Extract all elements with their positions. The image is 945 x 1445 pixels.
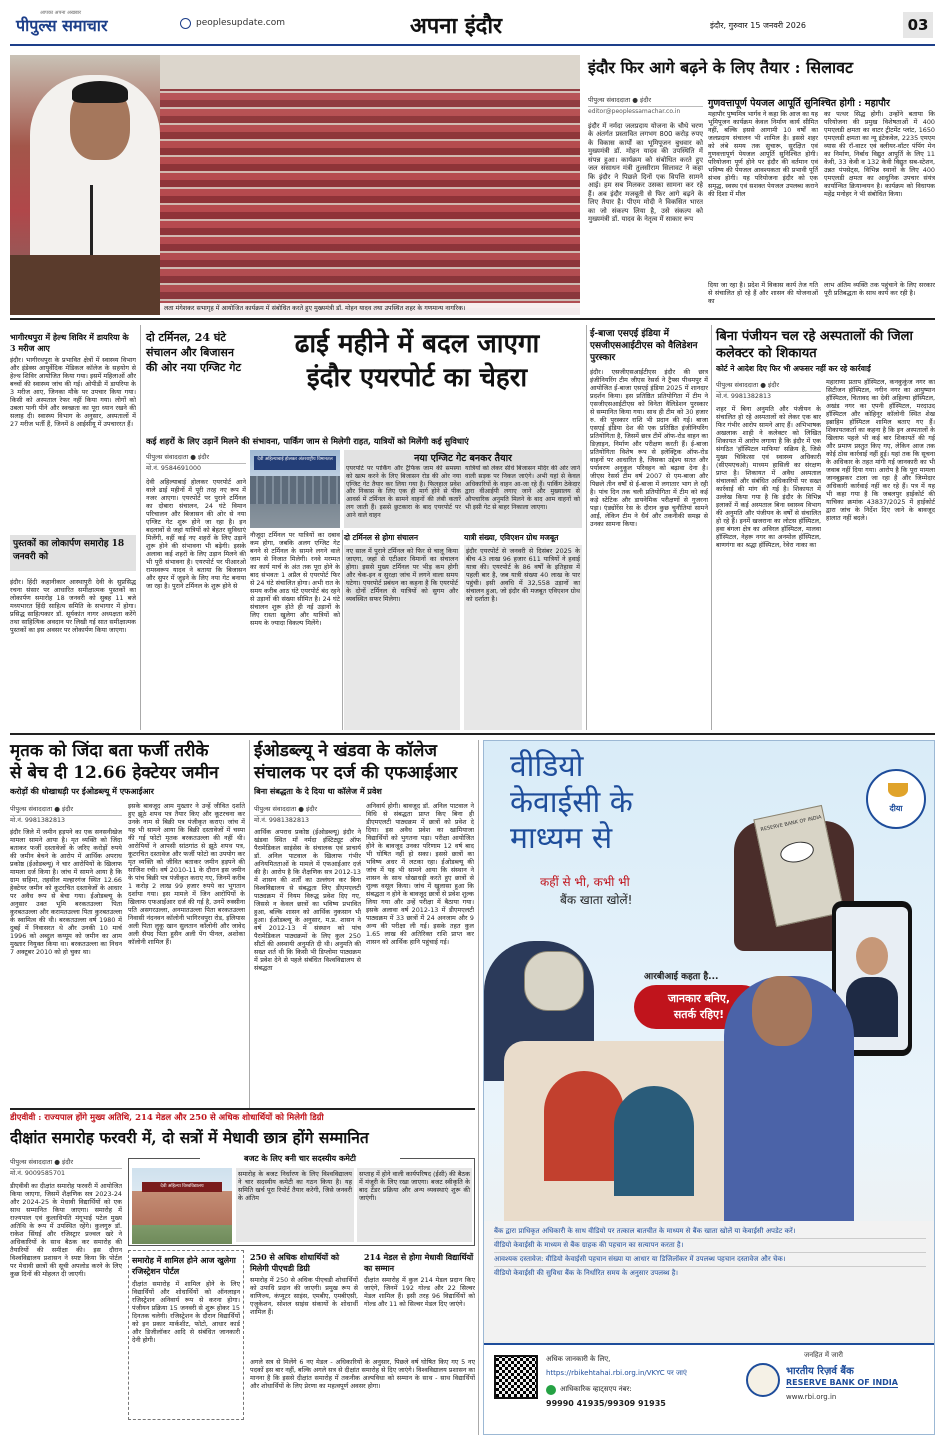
speaker-hair <box>72 81 128 103</box>
sms-label: आधिकारिक व्हाट्सएप नंबर: <box>560 1385 632 1393</box>
davv-registration-text: दीक्षांत समारोह में शामिल होने के लिए विद्यार्थियों और शोधार्थियों को ऑनलाइन रजिस्ट्रेशन अनिवार्य रूप से करना होगा। पंजीयन प्रक्रिया 15 जनवरी से शुरू होकर 15 दिनतक चलेगी। रजिस्ट्रेशन के दौरान विद्यार्थियों को इन प्रकार मार्कशीट, फोटो, आधार कार्ड और डिजीलॉकर आदि से संबंधित जानकारी देनी होगी। <box>132 1280 240 1344</box>
hospitals-headline: बिना पंजीयन चल रहे अस्पतालों की जिला कलेक्टर को शिकायत <box>716 329 913 361</box>
davv-medal-title: 214 मेडल से होगा मेधावी विद्यार्थियों का सम्मान <box>364 1252 474 1273</box>
land-byline: पीपुल्स संवाददाता ● इंदौर <box>10 802 122 816</box>
land-text-2: इसके बावजूद आम मुख्तार ने उन्हें जीवित दर्शाते हुए झूठे शपथ पत्र तैयार किए और कूटरचना कर उनके नाम से बिक्री पत्र पंजीकृत कराए। जांच में यह भी सामने आया कि बिक्री दस्तावेजों में चस्पा की गई फोटो मृतक बरकतउल्ला की नहीं थी। आरोपियों ने आपसी सांठगांठ से झूठे शपथ पत्र, कूटरचित दस्तावेज और फर्जी फोटो का उपयोग कर मृत व्यक्ति को जीवित बताकर जमीन हड़पने की साजिश रची। वर्ष 2010-11 के दौरान इस जमीन के पांच बिक्री पत्र पंजीकृत कराए गए, जिनमें करीब 1 करोड़ 2 लाख 99 हजार रुपये का भुगतान दर्शाया गया। इस मामले में जिन आरोपियों के खिलाफ एफआईआर दर्ज की गई है, उनमें रुक्सीना पति असगरउल्ला, अनमातउल्ला पिता बरकतउल्ला निवासी नंदनवन कॉलोनी भागिरथपुरा रोड, इलियास अली पिता लुकू खान सुलतान कॉलोनी और जावेद अली सैयद पिता हुसैन अली पेंग पीनल, अशोका कॉलोनी शामिल हैं। <box>128 802 245 946</box>
hospitals-byline: पीपुल्स संवाददाता ● इंदौर <box>716 378 821 392</box>
ebaja-headline: ई-बाजा एसएई इंडिया में एसजीएसआईटीएस को वैलिडेशन पुरस्कार <box>590 329 698 363</box>
airport-text-2: नौजूदा टर्मिनल पर यात्रियों का दबाव कम होगा, जबकि अलग एग्जिट गेट बनने से टर्मिनल के सामने लगने वाले जाम से निजात मिलेगी। रनवे मरम्मत का कार्य मार्च के अंत तक पूरा होने के बाद संभवतः 1 अप्रैल से एयरपोर्ट फिर से 24 घंटे संचालित होगा। अभी रात के समय करीब आठ घंटे एयरपोर्ट बंद रहने से उड़ानों की संख्या सीमित है। 24 घंटे संचालन शुरू होते ही नई उड़ानों के लिए रास्ता खुलेगा और यात्रियों को समय के ज्यादा विकल्प मिलेंगे। <box>250 531 340 627</box>
lead-text-3: दिया जा रहा है। प्रदेश में विकास कार्य तेज गति से संचालित हो रहे हैं और शासन की योजनाओं का <box>708 281 818 305</box>
ad-headline-2: केवाईसी के <box>510 785 633 820</box>
college-byline: पीपुल्स संवाददाता ● इंदौर <box>254 802 361 816</box>
lead-text-5: लाभ अंतिम व्यक्ति तक पहुंचाने के लिए सरकार पूरी प्रतिबद्धता के साथ कार्य कर रही है। <box>824 281 935 297</box>
davv-phd-text: समारोह में 250 से अधिक पीएचडी शोधार्थियों को उपाधि प्रदान की जाएगी। प्रमुख रूप से वाणिज्य, कंप्यूटर साइंस, एमबीए, एमबीएसी, एजुकेशन, सोशल साइंस संकायों के शोधार्थी शामिल हैं। <box>250 1276 358 1316</box>
davv-registration-title: समारोह में शामिल होने आज खुलेगा रजिस्ट्रेशन पोर्टल <box>132 1255 236 1276</box>
issuer-hindi: भारतीय रिज़र्व बैंक <box>786 1366 854 1377</box>
terminal-building <box>250 476 340 504</box>
hospitals-mobile: मो.नं. 9981382813 <box>716 393 771 400</box>
airport-photo <box>250 450 340 528</box>
airport-byline: पीपुल्स संवाददाता ● इंदौर <box>146 450 246 464</box>
hall-ceiling <box>160 55 580 89</box>
divider <box>140 325 141 730</box>
young-man-head <box>752 976 812 1046</box>
ad-point: वीडियो केवाईसी के माध्यम से बैंक ग्राहक की पहचान का सत्यापन करता है। <box>494 1239 926 1253</box>
davv-budget-title: बजट के लिए बनी चार सदस्यीय कमेटी <box>200 1153 400 1164</box>
lead-photo <box>10 55 580 315</box>
divider <box>711 325 712 730</box>
land-text-1: इंदौर जिले में जमीन हड़पने का एक सनसनीखेज मामला सामने आया है। मृत व्यक्ति को जिंदा बताकर फर्जी दस्तावेजों के जरिए करोड़ों रुपये की जमीन बेचने के आरोप में आर्थिक अपराध प्रकोष्ठ (ईओडब्ल्यू) ने चार आरोपियों के खिलाफ मामला दर्ज किया है। जांच में सामने आया है कि ग्राम सहिमा, तहसील मल्हारगंज स्थित 12.66 हेक्टेयर जमीन को कूटरचित दस्तावेजों के आधार पर अवैध रूप से बेचा गया। ईओडब्ल्यू के अनुसार उक्त भूमि बरकतउल्ला पिता कुरबतउल्ला और करामतउल्ला पिता कुरबतउल्ला के स्वामित्व की थी। बरकतउल्ला वर्ष 1980 में दुबई में निवासरत थे और उनकी 10 मार्च 1996 को अब्दुल कय्यूम को जमीन का आम मुख्तार नियुक्त किया था। बरकतउल्ला का निधन 7 अक्टूबर 2010 को हो चुका था। <box>10 828 122 956</box>
note-rolled <box>524 951 584 1011</box>
mother <box>544 1071 624 1181</box>
college-deck: बिना संबद्धता के दे दिया था कॉलेज में प्रवेश <box>254 786 382 796</box>
lead-text-1: इंदौर में नर्मदा जलप्रदाय योजना के चौथे चरण के अंतर्गत प्रस्तावित लगभग 800 करोड़ रुपए के विकास कार्यों का भूमिपूजन बुधवार को मुख्यमंत्री डॉ. मोहन यादव की उपस्थिति में संपन्न हुआ। कार्यक्रम को संबोधित करते हुए जल संसाधन मंत्री तुलसीराम सिलावट ने कहा कि इंदौर ने पिछले दिनों एक विपत्ति सामने आई। हम सब मिलकर उसका सामना कर रहे हैं। अब इंदौर मजबूती से फिर आगे बढ़ने के लिए तैयार है। पीएम मोदी ने विकसित भारत का जो संकल्प लिया है, उसे संकल्प को मुख्यमंत्री डॉ. यादव के नेतृत्व में साकार रूप <box>588 122 703 224</box>
lead-byline: पीपुल्स संवाददाता ● इंदौर <box>588 93 703 107</box>
rbi-advertisement <box>483 740 935 1435</box>
airport-sub-1: दो टर्मिनल से होगा संचालन <box>344 533 419 542</box>
ad-headline-1: वीडियो <box>510 749 584 784</box>
alert-line-2: सतर्क रहिए! <box>673 1008 725 1021</box>
davv-headline: दीक्षांत समारोह फरवरी में, दो सत्रों में मेधावी छात्र होंगे सम्मानित <box>10 1128 369 1147</box>
badge-label: दीया <box>889 804 903 813</box>
diya-badge <box>866 769 926 829</box>
airport-kicker: दो टर्मिनल, 24 घंटे संचालन और बिजासन की ओर नया एग्जिट गेट <box>146 331 242 374</box>
agent-body <box>846 977 898 1037</box>
books-text: इंदौर। हिंदी कहानीकार आस्थापुरी देवी के सुप्रसिद्ध रचना संसार पर आधारित समीक्षात्मक पुस्तकों का लोकार्पण समारोह 18 जनवरी को सुबह 11 बजे मध्यभारत हिंदी साहित्य समिति के सभागार में होगा। प्रसिद्ध साहित्यकार डॉ. सूर्यकांत नागर अध्यक्षता करेंगे तथा साहित्यिक अवदान पर लिखी गई सात समीक्षात्मक पुस्तकों का इस अवसर पर लोकार्पण किया जाएगा। <box>10 578 136 634</box>
sms-number: 99990 41935/99309 91935 <box>546 1399 666 1408</box>
davv-phd-title: 250 से अधिक शोधार्थियों को मिलेगी पीएचडी डिग्री <box>250 1252 340 1273</box>
lead-email: editor@peoplessamachar.co.in <box>588 108 681 115</box>
airport-box-text-2: यात्रियों को लेकर सीधे बिजासन मंदिर की ओर जाने वाली सड़क पर निकल जाएंगे। अभी यहां से केवल अधिकारियों के वाहन आ-जा रहे हैं। पार्किंग ठेकेदार द्वारा वीआईपी लगाए जाने और मुख्यालय से औपचारिक अनुमति मिलने के बाद आम वाहनों को भी इसी गेट से बाहर निकाला जाएगा। <box>465 465 580 511</box>
lead-headline: इंदौर फिर आगे बढ़ने के लिए तैयार : सिलावट <box>588 58 854 77</box>
divider <box>478 740 479 1435</box>
audience-rows <box>160 85 580 315</box>
ad-point: बैंक द्वारा प्राधिकृत अधिकारी के साथ वीडियो पर तत्काल बातचीत के माध्यम से बैंक खाता खोलें या केवाईसी अपडेट करें। <box>494 1225 926 1239</box>
ad-point: आवश्यक दस्तावेज: वीडियो केवाईसी पहचान संख्या या आधार या डिजिलॉकर में उपलब्ध पहचान दस्तावेज और चेक। <box>494 1253 926 1267</box>
divider <box>10 318 935 320</box>
ad-point: वीडियो केवाईसी की सुविधा बैंक के निर्धारित समय के अनुसार उपलब्ध है। <box>494 1269 679 1277</box>
airport-sign: देवी अहिल्याबाई होलकर अंतरराष्ट्रीय विमानतल <box>254 456 336 470</box>
college-headline-1: ईओडब्ल्यू ने खंडवा के कॉलेज <box>254 741 437 761</box>
davv-byline: पीपुल्स संवाददाता ● इंदौर <box>10 1155 122 1169</box>
lead-text-4: का पत्थर सिद्ध होगी। उन्होंने बताया कि परियोजना की प्रमुख विशेषताओं में 400 एमएलडी क्षमता का वाटर ट्रीटमेंट प्लांट, 1650 एमएलडी क्षमता का न्यू इंटेकवेल, 2235 एमएम व्यास की रॉ-वाटर एवं क्लीयर-वॉटर पंपिंग मेन का निर्माण, निर्बाध विद्युत आपूर्ति के लिए 11 केवी, 33 केवी व 132 केवी विद्युत सब-स्टेशन, उन्नत पंपसेट्स, विभिन्न स्थानों के लिए 400 एमएलडी क्षमता का आधुनिक उपचार संयंत्र कार्यान्वित क्रियान्वयन है। कार्यक्रम को विधायक महेंद्र मनोहर ने भी संबोधित किया। <box>824 110 935 198</box>
note-face <box>778 839 815 866</box>
brand-logo: पीपुल्स समाचार <box>16 16 108 35</box>
college-headline-2: संचालक पर दर्ज की एफआईआर <box>254 763 458 783</box>
section-title: अपना इंदौर <box>410 13 503 39</box>
hospitals-text-1: शहर में बिना अनुमति और पंजीयन के संचालित हो रहे अस्पतालों को लेकर एक बार फिर गंभीर आरोप सामने आए हैं। अभिभाषक अखलाक शाही ने कलेक्टर को लिखित शिकायत में आरोप लगाया है कि इंदौर में एक संगठित 'हॉस्पिटल माफिया' सक्रिय है, जिसे मुख्य चिकित्सा एवं स्वास्थ्य अधिकारी (सीएमएचओ) माध्यम हासिली का संरक्षण प्राप्त है। शिकायत में अवैध अस्पताल संचालकों और संबंधित अधिकारियों पर सख्त कार्रवाई की मांग की गई है। शिकायत में उल्लेख किया गया है कि इंदौर के विभिन्न इलाकों में कई अस्पताल बिना स्वास्थ्य विभाग की अनुमति और पंजीयन के वर्षों से संचालित हो रहे हैं। इनमें खजराना का लोटस हॉस्पिटल, हवा बंगला क्षेत्र का अविरल हॉस्पिटल, मालवा हॉस्पिटल, नेहरू नगर का अनमोल हॉस्पिटल, बाणगंगा का श्रद्धा हॉस्पिटल, रेवेरा नाका का <box>716 405 821 549</box>
davv-kicker: डीएवीवी : राज्यपाल होंगे मुख्य अतिथि, 214 मेडल और 250 से अधिक शोधार्थियों को मिलेगी डिग्री <box>10 1113 324 1123</box>
davv-budget-text-1: समारोह के बजट निर्धारण के लिए विश्वविद्यालय ने चार सदस्यीय कमेटी का गठन किया है। यह समिति खर्च पूरा रिपोर्ट तैयार करेगी, जिसे जनवरी के अंतिम <box>236 1168 354 1242</box>
ad-headline-3: माध्यम से <box>510 821 613 856</box>
issuer-url[interactable]: www.rbi.org.in <box>786 1393 837 1401</box>
hospitals-text-2: महाराणा प्रताप हॉस्पिटल, कनकुकुंज नगर का सिटीजन हॉस्पिटल, नगीन नगर का आयुष्मान हॉस्पिटल, चितावद का देवी अहिल्या हॉस्पिटल, अखंड नगर का एपनी हॉस्पिटल, मरदाउद हॉस्पिटल और कोहिनूर कॉलोनी स्थित शेख इब्राहिम हॉस्पिटल शामिल बताए गए हैं। शिकायतकर्ता का कहना है कि इन अस्पतालों के खिलाफ पहले भी कई बार शिकायतें की गई और प्रमाण प्रस्तुत किए गए, लेकिन आज तक कोई ठोस कार्रवाई नहीं हुई। यहां तक कि सूचना के अधिकार के तहत मांगी गई जानकारी का भी जवाब नहीं दिया गया। आरोप है कि पूरा मामला जानबूझकर टाला जा रहा है और जिम्मेदार अधिकारी कार्रवाई नहीं कर रहे हैं। पत्र में यह भी कहा गया है कि जबलपुर हाईकोर्ट की याचिका क्रमांक 43837/2025 में हाईकोर्ट द्वारा जांच के निर्देश दिए जाने के बावजूद हालात नहीं बदले। <box>826 378 935 522</box>
ad-tagline-1: कहीं से भी, कभी भी <box>540 875 630 889</box>
qr-code <box>494 1355 538 1399</box>
ebaja-text: इंदौर। एसजीएसआईटीएस इंदौर की छात्र इंजीनियरिंग टीम जीएस रेसर्स ने ट्रैफ्स पीथमपुर में आयोजित ई-बाजा एसएई इंडिया 2025 में शानदार प्रदर्शन किया। इस प्रतिष्ठित प्रतियोगिता में टीम ने एसजीएसआईटीएस को विनेता वैलिडेशन पुरस्कार से सम्मानित किया गया। साथ ही टीम को 30 हजार रु. की पुरस्कार राशि भी प्रदान की गई। बाजा एसएई इंडिया देश की एक प्रतिष्ठित इंजीनियरिंग प्रतियोगिता है, जिसमें छात्र टीमें ऑफ-रोड वाहन का डिज़ाइन, निर्माण और परीक्षण करती हैं। ई-बाजा प्रतियोगिता विशेष रूप से इलेक्ट्रिक ऑफ-रोड वाहनों पर आधारित है, जिसका उद्देश्य सतत और पर्यावरण अनुकूल परिवहन को बढ़ावा देना है। जीएस रेसर्स टीम वर्ष 2007 से एम-बाजा और पिछले तीन वर्षों से ई-बाजा में लगातार भाग ले रही है। पांच दिन तक चली प्रतियोगिता में टीम को कई कड़े स्टेटिक और डायनेमिक परीक्षणों से गुजरना पड़ा। एंड्योरेंस रेस के दौरान कुछ चुनौतियां सामने आईं, लेकिन टीम ने धैर्य और तकनीकी समझ से उनका सामना किया। <box>590 368 708 528</box>
lamp-icon <box>888 783 908 797</box>
ad-footer <box>484 1343 935 1435</box>
airport-deck: कई शहरों के लिए उड़ानें मिलने की संभावना, पार्किंग जाम से मिलेगी राहत, यात्रियों को मिलेंगी कई सुविधाएं <box>146 436 469 446</box>
land-headline-2: से बेच दी 12.66 हेक्टेयर जमीन <box>10 763 219 783</box>
lead-text-2: महापौर पुष्यमित्र भार्गव ने कहा कि आज का यह भूमिपूजन कार्यक्रम केवल निर्माण कार्य सीमित नहीं, बल्कि इससे आगामी 10 वर्षों का जलप्रदाय संचालन भी शामिल है। इससे शहर को लंबे समय तक सुचारू, सुरक्षित एवं गुणवत्तापूर्ण पेयजल आपूर्ति सुनिश्चित होगी। परियोजना पूर्ण होने पर इंदौर की वर्तमान एवं भविष्य की पेयजल आवश्यकता की प्रभावी पूर्ति संभव होगी। यह परियोजना इंदौर को एक समृद्ध, स्वस्थ एवं सशक्त पेयजल उपलब्ध कराने की दिशा में मील <box>708 110 818 198</box>
davv-medal-text: दीक्षांत समारोह में कुल 214 मेडल प्रदान किए जाएंगे, जिनमें 192 गोल्ड और 22 सिल्वर मेडल शामिल हैं। इसी तरह 96 विद्यार्थियों को गोल्ड और 11 को सिल्वर मेडल दिए जाएंगे। <box>364 1276 475 1308</box>
agent-face <box>856 937 888 975</box>
airport-headline-1: ढाई महीने में बदल जाएगा <box>294 329 540 359</box>
hospitals-deck: कोर्ट ने आदेश दिए फिर भी अफसर नहीं कर रहे कार्रवाई <box>716 364 871 373</box>
airport-sub-2-text: इंदौर एयरपोर्ट से जनवरी से दिसंबर 2025 के बीच 43 लाख 96 हजार 611 यात्रियों ने हवाई यात्रा की। एयरपोर्ट के 86 वर्षों के इतिहास में पहली बार है, जब यात्री संख्या 40 लाख के पार पहुंची। इसी अवधि में 32,558 उड़ानों का संचालन हुआ, जो इंदौर की मजबूत एविएशन ग्रोथ को दर्शाता है। <box>464 545 582 730</box>
dateline: इंदौर, गुरुवार 15 जनवरी 2026 <box>710 21 807 30</box>
airport-sub-2: यात्री संख्या, एविएशन ग्रोथ मजबूत <box>464 533 559 542</box>
issuer-label: जनहित में जारी <box>804 1351 843 1359</box>
college-text-1: आर्थिक अपराध प्रकोष्ठ (ईओडब्ल्यू) इंदौर ने खंडवा स्थित माँ नर्मदा इंस्टिट्यूट ऑफ पैरामेडिकल साइंसेस के संचालक एवं प्राचार्य डॉ. अनिल पाटवाल के खिलाफ गंभीर अनियमितताओं के मामले में एफआईआर दर्ज की है। आरोप है कि शैक्षणिक सत्र 2012-13 में शासन की शर्तों का उल्लंघन कर बिना विश्वविद्यालय से संबद्धता लिए डीएमएलटी पाठ्यक्रम में नियम विरुद्ध प्रवेश दिए गए, जिससे न केवल छात्रों का भविष्य प्रभावित हुआ, बल्कि शासन को आर्थिक नुकसान भी हुआ। ईओडब्ल्यू के अनुसार, म.प्र. शासन ने वर्ष 2012-13 में संस्थान को पांच पैरामेडिकल पाठ्यक्रमों के लिए कुल 250 सीटों की अस्थायी अनुमति दी थी। अनुमति की सख्त शर्त थी कि किसी भी डिप्लोमा पाठ्यक्रम में प्रवेश देने से पहले संबंधित विश्वविद्यालय से संबद्धता <box>254 828 361 972</box>
ad-points <box>484 1221 935 1341</box>
more-info-url[interactable]: https://rbikehtahai.rbi.org.in/VKYC पर जाएं <box>546 1369 687 1377</box>
ad-tagline-2: बैंक खाता खोलें! <box>560 893 633 907</box>
college-text-2: अनिवार्य होगी। बावजूद डॉ. अनिल पाटवाल ने विधि से संबद्धता प्राप्त किए बिना ही डीएमएलटी पाठ्यक्रम में छात्रों को प्रवेश दे दिया। इस अवैध प्रवेश का खामियाजा विद्यार्थियों को भुगतना पड़ा। परीक्षा आयोजित होने के बावजूद उनका परिणाम 12 वर्ष बाद भी घोषित नहीं हो सका। इससे छात्रों का भविष्य अधर में लटका रहा। ईओडब्ल्यू की जांच में यह भी सामने आया कि संस्थान ने शासन के साथ धोखाधड़ी करते हुए छात्रों से शुल्क वसूल किया। जांच में खुलासा हुआ कि संबद्धता न होने के बावजूद छात्रों से प्रवेश शुल्क लिया गया और उन्हें परीक्षा में बैठाया गया। इसके अलावा वर्ष 2012-13 में डीएमएलटी पाठ्यक्रम में 33 छात्रों में 24 अनजाम और 9 अन्य की परीक्षा ली गई। इसके तहत कुल 1.65 लाख की अतिरिक्त राशि प्राप्त कर शासन को आर्थिक हानि पहुंचाई गई। <box>366 802 474 946</box>
airport-sub-1-text: नए साल में पुराने टर्मिनल को फिर से चालू किया जाएगा, जहां से एटीआर विमानों का संचालन होगा। इससे मुख्य टर्मिनल पर भीड़ कम होगी और चेक-इन व सुरक्षा जांच में लगने वाला समय घटेगा। एयरपोर्ट प्रबंधन का कहना है कि एयरपोर्ट के दोनों टर्मिनल से यात्रियों को सुगम और व्यवस्थित सफर मिलेगा। <box>344 545 460 730</box>
podium <box>10 255 160 315</box>
issuer-english: RESERVE BANK OF INDIA <box>786 1378 898 1387</box>
land-deck: करोड़ों की धोखाधड़ी पर ईओडब्ल्यू में एफआईआर <box>10 786 154 796</box>
airport-box-title: नया एग्जिट गेट बनकर तैयार <box>414 453 512 464</box>
brand-tagline: आपका अपना अखबार <box>40 10 82 16</box>
divider <box>586 325 587 730</box>
rbi-emblem <box>746 1363 780 1397</box>
divider <box>10 1108 475 1110</box>
rbi-says-label: आरबीआई कहता है... <box>644 972 719 982</box>
divider <box>249 740 250 1108</box>
website-link[interactable]: peoplesupdate.com <box>196 18 285 28</box>
davv-text: डीएवीवी का दीक्षांत समारोह फरवरी में आयोजित किया जाएगा, जिसमें शैक्षणिक सत्र 2023-24 और 2024-25 के मेधावी विद्यार्थियों को एक साथ सम्मानित किया जाएगा। समारोह में राज्यपाल एवं कुलाधिपति मंगूभाई पटेल मुख्य अतिथि के रूप में उपस्थित रहेंगे। कुलगुरु डॉ. राकेश सिंघई और रजिस्ट्रार प्रज्वल खरे ने अधिकारियों के साथ बैठक कर समारोह की तैयारियों की समीक्षा की। इस दौरान विश्वविद्यालय प्रशासन ने स्पष्ट किया कि पोर्टल पर मेधावी छात्रों की सूची अपलोड करने के लिए कुछ दिनों की मोहलत दी जाएगी। <box>10 1182 122 1278</box>
airport-headline-2: इंदौर एयरपोर्ट का चेहरा <box>306 363 528 393</box>
airport-text-1: देवी अहिल्याबाई होलकर एयरपोर्ट आने वाले ढाई महीनों में पूरी तरह नए रूप में नजर आएगा। एयरपोर्ट पर पुराने टर्मिनल का दोबारा संचालन, 24 घंटे विमान परिचालन और बिजासन की ओर से नया एग्जिट गेट शुरू होने जा रहा है। इन बदलावों से जहां यात्रियों को बेहतर सुविधाएं मिलेंगी, वहीं कई नए शहरों के लिए उड़ानें शुरू होने की संभावना भी बढ़ेगी। इसके अलावा कई शहरों के लिए उड़ान मिलने की भी पूरी संभावना है। एयरपोर्ट पर पीआरओ रामस्वरूप यादव ने बताया कि बिजासन और सुपर में जुड़ने के लिए नया गेट बनाया जा रहा है। पुराने टर्मिनल के शुरू होने से <box>146 478 246 590</box>
davv-photo <box>132 1168 232 1244</box>
health-headline: भागीरथपुरा में हेल्थ शिविर में डायरिया के 3 मरीज आए <box>10 332 129 353</box>
masthead <box>10 10 935 46</box>
davv-footer-note: अगले सत्र से मिलेंगे 6 नए मेडल - अधिकारियों के अनुसार, पिछले वर्ष घोषित किए गए 5 नए पदकों इस बार नहीं, बल्कि अगले सत्र से दीक्षांत समारोह से दिए जाएंगे। विश्वविद्यालय प्रशासन का मानना है कि इससे दीक्षांत समारोह में तकनीक अल्पविधा को सम्मान के साथ - साथ विद्यार्थियों और शोधार्थियों के लिए प्रेरणा का महत्वपूर्ण अवसर होगा। <box>250 1358 475 1390</box>
whatsapp-icon <box>546 1385 556 1395</box>
airport-box-text-1: एयरपोर्ट पर पार्किंग और ट्रैफिक जाम की समस्या को खत्म करने के लिए बिजासन रोड की ओर नया एग्जिट गेट तैयार कर लिया गया है। फिलहाल प्रवेश और निकास के लिए एक ही मार्ग होने से पीक आवर्स में टर्मिनल के सामने वाहनों की लंबी कतारें लग जाती हैं। इससे छुटकारा के बाद एयरपोर्ट पर आने वाले वाहन <box>346 465 461 519</box>
lead-subhead: गुणवत्तापूर्ण पेयजल आपूर्ति सुनिश्चित होगी : महापौर <box>708 98 890 109</box>
airport-mobile: मो.नं. 9584691000 <box>146 465 201 472</box>
land-headline-1: मृतक को जिंदा बता फर्जी तरीके <box>10 741 209 761</box>
books-headline: पुस्तकों का लोकार्पण समारोह 18 जनवरी को <box>13 539 125 562</box>
divider <box>342 530 343 730</box>
photo-caption: लता मंगेशकर सभागृह में आयोजित कार्यक्रम में संबोधित करते हुए मुख्यमंत्री डॉ. मोहन यादव तथा उपस्थित शहर के गणमान्य नागरिक। <box>160 303 580 315</box>
davv-mobile: मो.नं. 9009585701 <box>10 1170 65 1177</box>
divider <box>10 733 935 735</box>
davv-budget-text-2: सप्ताह में होने वाली कार्यपरिषद (ईसी) की बैठक में मंजूरी के लिए रखा जाएगा। बजट स्वीकृति के बाद टेंडर प्रक्रिया और अन्य व्यवस्थाएं शुरू की जाएंगी। <box>357 1168 472 1242</box>
father <box>614 1086 694 1196</box>
health-text: इंदौर। भागीरथपुरा के प्रभावित क्षेत्रों में स्वास्थ्य विभाग और इंडेक्स आयुर्वेदिक मेडिकल कॉलेज के सहयोग से हेल्थ शिविर आयोजित किया गया। इसमें महिलाओं और बच्चों की स्वास्थ्य जांच की गई। ओपीडी में डायरिया के 3 मरीज आए, जिनका मौके पर उपचार किया गया। किसी को अस्पताल रेफर नहीं किया गया। लोगों को उबला पानी पीने और स्वच्छता का पूरा ध्यान रखने की सलाह दी। स्वास्थ्य विभाग के अनुसार, अस्पतालों में 27 मरीज भर्ती हैं, जिनमें 8 आईसीयू में उपचाररत हैं। <box>10 356 136 428</box>
university-sign: देवी अहिल्या विश्वविद्यालय <box>142 1182 222 1192</box>
college-mobile: मो.नं. 9981382813 <box>254 817 309 824</box>
globe-icon <box>180 18 191 29</box>
land-mobile: मो.नं. 9981382813 <box>10 817 65 824</box>
more-info-label: अधिक जानकारी के लिए, <box>546 1355 611 1363</box>
page-number: 03 <box>903 12 933 38</box>
note-text: RESERVE BANK OF INDIA <box>760 814 822 834</box>
alert-line-1: जानकार बनिए, <box>667 992 731 1005</box>
microphone <box>90 185 93 255</box>
